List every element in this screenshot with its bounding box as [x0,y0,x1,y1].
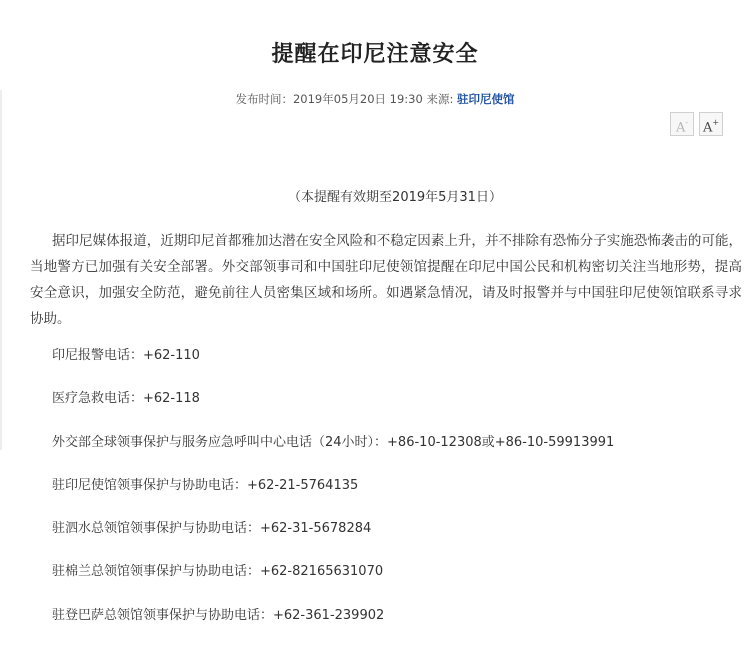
publish-time: 2019年05月20日 19:30 [292,92,423,106]
article-meta [0,89,750,109]
publish-label: 发布时间： [235,92,293,106]
source-label: 来源: [426,92,454,106]
source-link[interactable]: 驻印尼使馆 [457,92,515,106]
article-title: 提醒在印尼注意安全 [271,42,479,67]
plus-icon: + [712,118,720,127]
font-decrease-button[interactable] [670,112,694,136]
contact-global-hotline: 外交部全球领事保护与服务应急呼叫中心电话（24小时）：+86-10-12308或+86-10-59913991 [52,434,615,450]
contact-ambulance: 医疗急救电话：+62-118 [52,391,200,407]
contact-denpasar-consulate: 驻登巴萨总领馆领事保护与协助电话：+62-361-239902 [52,607,385,623]
contact-surabaya-consulate: 驻泗水总领馆领事保护与协助电话：+62-31-5678284 [52,521,372,537]
minus-icon: - [685,118,689,127]
contact-medan-consulate: 驻棉兰总领馆领事保护与协助电话：+62-82165631070 [52,564,384,580]
validity-notice: （本提醒有效期至2019年5月31日） [288,190,502,205]
contact-list [52,345,614,648]
font-increase-button[interactable] [699,112,723,136]
left-edge-divider [0,90,2,450]
contact-police: 印尼报警电话：+62-110 [52,348,200,363]
font-increase-letter: A [702,120,713,136]
contact-embassy: 驻印尼使馆领事保护与协助电话：+62-21-5764135 [52,477,359,493]
font-decrease-letter: A [675,120,686,136]
body-paragraph: 据印尼媒体报道，近期印尼首都雅加达潜在安全风险和不稳定因素上升，并不排除有恐怖分子实施恐怖袭击的可能，当地警方已加强有关安全部署。外交部领事司和中国驻印尼使领馆提醒在印尼中国公民和机构密切关注当地形势，提高安全意识，加强安全防范，避免前往人员密集区域和场所。如遇紧急情况，请及时报警并与中国驻印尼使领馆联系寻求协助。 [30,233,742,327]
